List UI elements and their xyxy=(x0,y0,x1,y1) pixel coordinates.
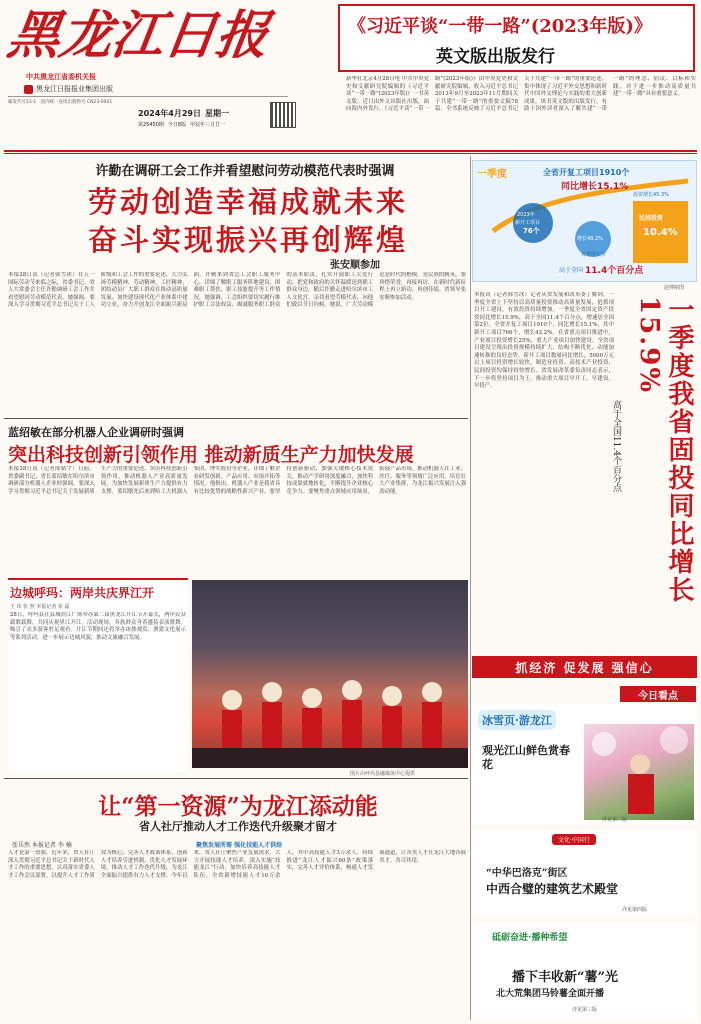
party-subtitle: 中共黑龙江省委机关报 xyxy=(26,73,96,81)
travel-credit: 详见第二版 xyxy=(602,817,628,823)
sidebar-header xyxy=(620,686,696,702)
feature3-title1: 播下丰收新“薯”光 xyxy=(512,970,618,985)
date-block xyxy=(138,108,288,128)
lunar-date: 甲辰年三月廿一 xyxy=(190,122,226,128)
headline3-subtitle: 省人社厅推动人才工作迭代升级聚才留才 xyxy=(139,820,337,833)
banner-title: 《习近平谈“一带一路”(2023年版)》 xyxy=(348,16,652,37)
chart-value-a: 2023年 xyxy=(517,212,535,218)
masthead xyxy=(3,4,288,152)
group-subtitle: 黑龙江日报报业集团出版 xyxy=(24,84,113,94)
festival-photo[interactable] xyxy=(192,580,468,768)
headline1-text: 本报28日讯（记者韩雪冰）在五一国际劳动节来临之际，省委书记、省人大常委会主任许勤调研工会工作并看望慰问劳动模范代表。她强调，要深入学习贯彻习近平总书记关于工人阶级和工会工作的重要论述，大力弘扬劳模精神、劳动精神、工匠精神，团结动员广大职工群众在推动高质量发展、加快建设现代化产业体系中建功立业，奋力开创龙江全面振兴新局面。许勤来到省总工会职工服务中心，详细了解职工服务阵地建设、困难职工帮扶、职工技能提升等工作情况，她强调，工会组织要切实履行维护职工合法权益、竭诚服务职工群众的基本职责，扎实开展职工关爱行动，把党和政府的关怀温暖送到职工群众身边。随后许勤走进哈尔滨市工人文化宫，亲切看望劳模代表，向他们致以节日问候。她说，广大劳动模范是时代的楷模，是民族的精英，要珍惜荣誉，再接再厉，在新时代新征程上再立新功、再创佳绩。省领导张安顺参加活动。 xyxy=(8,272,466,309)
chart-value-h: 高于全国 xyxy=(559,267,584,274)
chart-value-g: 11.4个百分点 xyxy=(585,266,644,276)
headline1-line1: 劳动创造幸福成就未来 xyxy=(87,185,408,219)
headline3-text: 人才是第一资源。近年来，省人社厅深入贯彻习近平总书记关于新时代人才工作的重要思想，认真落实省委人才工作会议部署，以提升人才工作质效为核心，完善人才政策体系，创新人才培养引进机制，优化人才发展环境，推动人才工作迭代升级，为龙江全面振兴提供有力人才支撑。今年以来，省人社厅聚焦产业发展需求，大力开展技能人才培养，深入实施“技能龙江”行动，加快培养高技能人才队伍。全省新增技能人才10万余人，其中高技能人才3万余人。持续推进“龙江人才振兴60条”政策落实，完善人才评价体系，畅通人才发展通道，让各类人才在龙江大地各展其才、各尽其用。 xyxy=(8,850,466,879)
sidebar-header-label: 今日看点 xyxy=(638,690,678,702)
right-story-text: 本报讯（记者韩雪冰）记者从省发展和改革委了解到，一季度全省上下坚持以高质量投资推动高质量发展，抢抓项目开工建设，有效投资持续增加。一季度全省固定资产投资同比增长15.9%，高于全国11.4个百分点，增速居全国第2位。全省开复工项目1910个，同比增长15.1%，其中新开工项目766个，增长43.2%。在省重点项目推进中，产业项目投资增长25%，重大产业项目加快建设。全省项目建设呈现出投资规模持续扩大、结构不断优化、动能加速转换的良好态势。新开工项目数量同比增长，5000万元以上项目投资增长较快，制造业投资、高技术产业投资、民间投资均保持较快增长。省发展改革委负责同志表示，下一步将坚持项目为王，推动重大项目早开工、早建设、早投产。 xyxy=(474,292,614,390)
headline2-text: 本报28日讯（记者薛婧宇）日前，省委副书记、省长蓝绍敏在哈尔滨市调研部分机器人企业时强调，要深入学习贯彻习近平总书记关于发展新质生产力的重要论述，突出科技创新引领作用，推动机器人产业高质量发展，为加快发展新质生产力提供有力支撑。蓝绍敏先后来到哈工大机器人集团、博实股份等企业，详细了解企业研发创新、产品应用、市场开拓等情况。他指出，机器人产业是我省具有比较优势的战略性新兴产业，要坚持创新驱动，加强关键核心技术攻关，推动产学研用深度融合，加快科技成果就地转化，不断提升企业核心竞争力。要聚焦重点领域应用场景，拓展产品市场，推动机器人在工业、医疗、服务等领域广泛应用，培育壮大产业集群，为龙江振兴发展注入强劲动能。 xyxy=(8,466,466,495)
travel-photo[interactable] xyxy=(584,724,694,820)
right-story-headline: 一季度我省固投同比增长15.9% xyxy=(634,296,694,604)
feature2-label: 文化·中国行 xyxy=(552,834,596,845)
headline3-byline: 张乐然 本报记者 李 楠 xyxy=(12,842,72,849)
headline1-line2: 奋斗实现振兴再创辉煌 xyxy=(87,223,408,257)
headline1-kicker: 许勤在调研工会工作并看望慰问劳动模范代表时强调 xyxy=(95,164,395,179)
section-head-1: 聚焦发展所需 强化技能人才供给 xyxy=(196,842,283,849)
border-story-byline: 王 玮 张 照 本报记者 张 磊 xyxy=(10,604,70,610)
chart-kicker: 一季度 xyxy=(477,169,507,180)
investment-chart xyxy=(472,160,697,282)
travel-title: 观光江山鲜色赏春花 xyxy=(482,744,570,771)
border-story-title: 边城呼玛：两岸共庆界江开 xyxy=(10,586,155,600)
border-story xyxy=(8,578,188,772)
feature3-panel[interactable] xyxy=(472,922,697,1020)
chart-label2: 同比增长15.1% xyxy=(561,182,629,192)
headline2-kicker: 蓝绍敏在部分机器人企业调研时强调 xyxy=(8,426,184,439)
chart-value-i: 民间投资 xyxy=(639,215,664,222)
headline2-title: 突出科技创新引领作用 推动新质生产力加快发展 xyxy=(8,444,414,466)
group-logo-icon xyxy=(24,85,33,94)
chart-value-c: 76个 xyxy=(523,227,540,235)
qr-code[interactable] xyxy=(270,102,296,128)
dancers-graphic xyxy=(192,580,468,768)
slogan-text: 抓经济 促发展 强信心 xyxy=(515,660,654,675)
feature2-title2: 中西合璧的建筑艺术殿堂 xyxy=(486,882,619,896)
travel-panel[interactable] xyxy=(472,704,697,824)
border-story-text: 28日，呼玛县在县城滨江广场举办第二届黑龙江开江节开幕式，两岸民众载歌载舞，共同庆祝界江开江。活动现场，各族群众身着盛装表演歌舞，吸引了众多游客驻足观看。开江节期间还将举办冰排观赏、渔猎文化展示等系列活动，进一步展示边城风貌，推动文旅融合发展。 xyxy=(10,612,186,641)
chart-value-j: 10.4% xyxy=(643,227,678,238)
headline1-byline: 张安顺参加 xyxy=(330,260,380,271)
top-banner[interactable] xyxy=(338,4,695,72)
right-story-sub: 高于全国11.4个百分点 xyxy=(611,400,621,493)
slogan-bar xyxy=(472,656,697,678)
banner-subtitle: 英文版出版发行 xyxy=(436,47,555,67)
page-count: 今日8版 xyxy=(167,122,187,128)
weekday: 星期一 xyxy=(204,109,229,118)
feature3-credit: 详见第三版 xyxy=(572,1007,598,1013)
newspaper-logo: 黑龙江日报 xyxy=(3,5,273,66)
issue-date: 2024年4月29日 xyxy=(138,109,201,118)
feature2-credit: 详见第四版 xyxy=(622,907,648,913)
feature2-panel[interactable] xyxy=(472,830,697,916)
chart-value-f: 每季增长率 xyxy=(581,252,607,258)
chart-value-e: 投资增长45.3% xyxy=(633,192,669,198)
issue-number: 第25450期 xyxy=(138,122,164,128)
chart-label1: 全省开复工项目1910个 xyxy=(543,168,630,177)
photo-caption: 图片由呼玛县融媒体中心提供 xyxy=(350,771,416,777)
chart-value-d: 增长48.2% xyxy=(577,236,603,242)
feature3-label: 砥砺奋进·播种希望 xyxy=(492,933,568,943)
travel-logo: 冰雪页·游龙江 xyxy=(478,710,556,730)
feature2-title1: “中华巴洛克”街区 xyxy=(486,868,568,879)
feature3-title2: 北大荒集团马铃薯全面开播 xyxy=(496,989,605,999)
headline3-title: 让“第一资源”为龙江添动能 xyxy=(98,793,378,820)
publication-info: 邮发代号13-1 国内统一连续出版物号 CN23-0001 xyxy=(8,96,288,105)
chart-value-b: 新开工项目 xyxy=(515,220,541,226)
chart-credit: 赵博制图 xyxy=(664,285,685,291)
banner-text: 新华社北京4月28日电 中共中央党史和文献研究院编辑的《习近平谈“一带一路”(2023年版)》一书英文版，近日由外文出版社出版，面向海内外发行。《习近平谈“一带一路”(2023年版)》由中央党史和文献研究院编辑，收入习近平总书记2013年9月至2023年11月期间关于共建“一带一路”的重要文稿78篇。全书系统反映了习近平总书记关于共建“一带一路”的重要论述，集中体现了习近平外交思想和新时代中国外交理论与实践的重大创新成果。该书英文版的出版发行，有助于国外读者深入了解共建“一带一路”的理念、倡议、目标和实践，对于进一步推动高质量共建“一带一路”具有重要意义。 xyxy=(346,76,696,113)
blossom-graphic xyxy=(584,724,694,820)
